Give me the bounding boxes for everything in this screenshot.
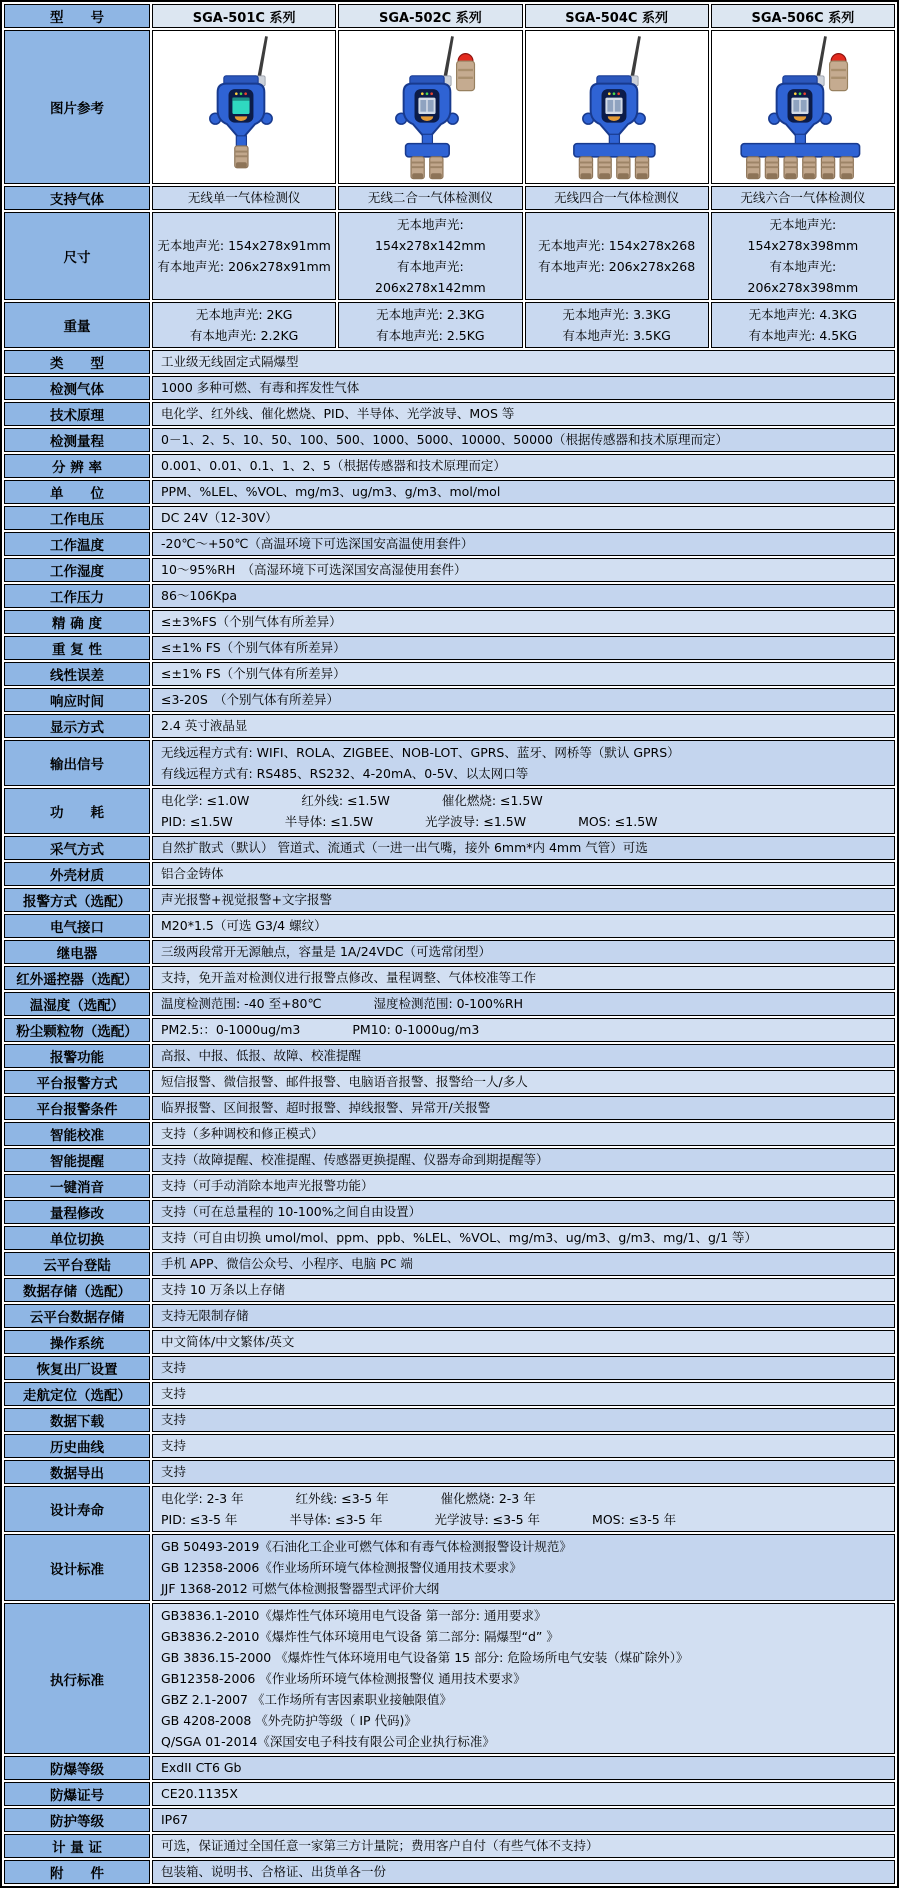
cell-line: 无本地声光: 3.3KG [562,307,671,322]
value-segment: PID: ≤3-5 年 [161,1512,238,1527]
value-segment: 红外线: ≤3-5 年 [295,1491,389,1506]
spec-label: 尺寸 [4,212,150,300]
spec-value [152,350,895,374]
cell-line: 有本地声光: 206x278x91mm [157,259,331,274]
spec-label: 历史曲线 [4,1434,150,1458]
value-line: 有线远程方式有: RS485、RS232、4-20mA、0-5V、以太网口等 [161,766,529,781]
value-line [161,1488,536,1509]
table-row [4,914,895,938]
spec-value [152,966,895,990]
spec-value [152,940,895,964]
spec-label: 型 号 [4,4,150,28]
spec-label: 显示方式 [4,714,150,738]
value-line: 支持（可在总量程的 10-100%之间自由设置） [161,1204,422,1219]
value-line [161,1509,676,1530]
table-row [4,636,895,660]
value-line: 无线远程方式有: WIFI、ROLA、ZIGBEE、NOB-LOT、GPRS、蓝牙、网桥等（默认 GPRS） [161,745,680,760]
spec-label: 智能校准 [4,1122,150,1146]
spec-value [152,1460,895,1484]
spec-value [152,1408,895,1432]
spec-label: 检测量程 [4,428,150,452]
spec-value [152,914,895,938]
value-line: ≤±1% FS（个别气体有所差异） [161,640,346,655]
spec-value [152,532,895,556]
spec-cell [525,212,709,300]
detector-1-sensor-icon [174,33,314,181]
spec-value [152,1330,895,1354]
cell-line: 有本地声光: 2.5KG [376,328,485,343]
spec-label: 量程修改 [4,1200,150,1224]
value-segment: 光学波导: ≤3-5 年 [434,1512,541,1527]
table-row [4,1408,895,1432]
cell-line: 无本地声光: 154x278x398mm [747,217,859,253]
table-row [4,4,895,28]
cell-line: 无本地声光: 2.3KG [376,307,485,322]
value-line: GB 50493-2019《石油化工企业可燃气体和有毒气体检测报警设计规范》 [161,1539,572,1554]
spec-value [152,1382,895,1406]
spec-label: 红外遥控器（选配） [4,966,150,990]
spec-label: 类 型 [4,350,150,374]
value-line: 10～95%RH （高湿环境下可选深国安高湿使用套件） [161,562,467,577]
table-row [4,584,895,608]
spec-label: 数据导出 [4,1460,150,1484]
table-row [4,1460,895,1484]
value-line: Q/SGA 01-2014《深国安电子科技有限公司企业执行标准》 [161,1734,495,1749]
value-line [161,1021,479,1039]
spec-label: 云平台数据存储 [4,1304,150,1328]
spec-cell [152,186,336,210]
model-header: SGA-502C 系列 [338,4,522,28]
value-line: GB3836.1-2010《爆炸性气体环境用电气设备 第一部分: 通用要求》 [161,1608,547,1623]
value-line: GB12358-2006 《作业场所环境气体检测报警仪 通用技术要求》 [161,1671,526,1686]
cell-line: 有本地声光: 3.5KG [562,328,671,343]
value-line: 支持（可自由切换 umol/mol、ppm、ppb、%LEL、%VOL、mg/m3、ug/m3、g/m3、mg/1、g/1 等） [161,1230,758,1245]
table-row [4,1174,895,1198]
value-line: M20*1.5（可选 G3/4 螺纹） [161,918,327,933]
value-segment: 光学波导: ≤1.5W [425,814,527,829]
cell-line: 无本地声光: 4.3KG [748,307,858,322]
value-line: 支持 [161,1438,187,1453]
value-line [161,790,543,811]
spec-value [152,1304,895,1328]
spec-label: 检测气体 [4,376,150,400]
spec-value [152,1603,895,1754]
value-line: GB 12358-2006《作业场所环境气体检测报警仪通用技术要求》 [161,1560,522,1575]
spec-label: 继电器 [4,940,150,964]
spec-cell [711,186,895,210]
table-row [4,688,895,712]
spec-label: 防爆等级 [4,1756,150,1780]
table-row [4,1278,895,1302]
table-row [4,186,895,210]
spec-label: 云平台登陆 [4,1252,150,1276]
spec-value [152,862,895,886]
spec-label: 操作系统 [4,1330,150,1354]
value-line: 支持 [161,1412,187,1427]
cell-line: 无线单一气体检测仪 [187,190,301,205]
cell-line: 有本地声光: 206x278x398mm [747,259,859,295]
spec-label: 数据存储（选配） [4,1278,150,1302]
value-segment: 催化燃烧: ≤1.5W [441,793,543,808]
spec-value [152,376,895,400]
cell-line: 无线四合一气体检测仪 [554,190,680,205]
product-image-cell [711,30,895,184]
spec-value [152,1834,895,1858]
spec-label: 防爆证号 [4,1782,150,1806]
product-image-cell [152,30,336,184]
value-segment: MOS: ≤1.5W [578,814,658,829]
value-line: 0－1、2、5、10、50、100、500、1000、5000、10000、50000（根据传感器和技术原理而定） [161,432,728,447]
spec-label: 报警方式（选配） [4,888,150,912]
spec-label: 计 量 证 [4,1834,150,1858]
model-header: SGA-506C 系列 [711,4,895,28]
spec-value [152,662,895,686]
value-segment: PM2.5:：0-1000ug/m3 [161,1022,301,1037]
value-line: DC 24V（12-30V） [161,510,278,525]
table-row [4,1434,895,1458]
spec-label: 采气方式 [4,836,150,860]
spec-label: 单位切换 [4,1226,150,1250]
spec-value [152,688,895,712]
spec-label: 智能提醒 [4,1148,150,1172]
table-row [4,940,895,964]
product-image-cell [338,30,522,184]
spec-label: 重 复 性 [4,636,150,660]
value-line: 支持 [161,1464,187,1479]
spec-label: 重量 [4,302,150,348]
value-line: 短信报警、微信报警、邮件报警、电脑语音报警、报警给一人/多人 [161,1074,528,1089]
value-line [161,995,523,1013]
table-row [4,558,895,582]
spec-label: 报警功能 [4,1044,150,1068]
value-line: 手机 APP、微信公众号、小程序、电脑 PC 端 [161,1256,413,1271]
spec-label: 一键消音 [4,1174,150,1198]
cell-line: 有本地声光: 206x278x142mm [375,259,486,295]
table-row [4,1356,895,1380]
spec-value [152,1044,895,1068]
table-row [4,1382,895,1406]
table-row [4,714,895,738]
table-row [4,1252,895,1276]
spec-label: 支持气体 [4,186,150,210]
table-row [4,1018,895,1042]
value-line: GB 4208-2008 《外壳防护等级（ IP 代码)》 [161,1713,417,1728]
value-line: 支持无限制存储 [161,1308,249,1323]
table-row [4,1070,895,1094]
spec-value [152,1356,895,1380]
spec-label: 响应时间 [4,688,150,712]
spec-value [152,788,895,834]
value-line: 1000 多种可燃、有毒和挥发性气体 [161,380,360,395]
spec-value [152,1226,895,1250]
table-row [4,1330,895,1354]
value-line: 临界报警、区间报警、超时报警、掉线报警、异常开/关报警 [161,1100,491,1115]
spec-value [152,1782,895,1806]
cell-line: 无线六合一气体检测仪 [740,190,866,205]
spec-value [152,714,895,738]
spec-label: 技术原理 [4,402,150,426]
spec-cell [338,212,522,300]
value-line: 支持（可手动消除本地声光报警功能） [161,1178,374,1193]
table-row [4,966,895,990]
value-line: IP67 [161,1812,189,1827]
table-row [4,1782,895,1806]
spec-value [152,1018,895,1042]
spec-label: 设计寿命 [4,1486,150,1532]
spec-cell [152,302,336,348]
spec-value [152,480,895,504]
value-line: 三级两段常开无源触点，容量是 1A/24VDC（可选常闭型） [161,944,491,959]
spec-value [152,1148,895,1172]
table-row [4,610,895,634]
table-row [4,1148,895,1172]
cell-line: 无本地声光: 154x278x268 [538,238,696,253]
spec-label: 线性误差 [4,662,150,686]
table-row [4,1122,895,1146]
spec-value [152,1860,895,1884]
spec-value [152,636,895,660]
table-row [4,532,895,556]
table-row [4,302,895,348]
spec-label: 分 辨 率 [4,454,150,478]
spec-label: 恢复出厂设置 [4,1356,150,1380]
spec-cell [711,302,895,348]
spec-value [152,1534,895,1601]
spec-label: 工作压力 [4,584,150,608]
table-row [4,480,895,504]
table-row [4,1834,895,1858]
value-line: 声光报警+视觉报警+文字报警 [161,892,332,907]
table-row [4,1756,895,1780]
table-row [4,1200,895,1224]
value-segment: 温度检测范围: -40 至+80℃ [161,996,322,1011]
table-row [4,30,895,184]
spec-value [152,1122,895,1146]
detector-4-sensor-icon [547,33,687,181]
value-line: GBZ 2.1-2007 《工作场所有害因素职业接触限值》 [161,1692,452,1707]
spec-label: 功 耗 [4,788,150,834]
value-line: ExdII CT6 Gb [161,1760,242,1775]
spec-label: 精 确 度 [4,610,150,634]
cell-line: 有本地声光: 4.5KG [748,328,858,343]
spec-value [152,740,895,786]
spec-label: 平台报警条件 [4,1096,150,1120]
spec-label: 温湿度（选配） [4,992,150,1016]
value-line: GB3836.2-2010《爆炸性气体环境用电气设备 第二部分: 隔爆型“d” 》 [161,1629,559,1644]
value-line: 高报、中报、低报、故障、校准提醒 [161,1048,362,1063]
table-row [4,402,895,426]
value-segment: MOS: ≤3-5 年 [592,1512,677,1527]
table-row [4,1486,895,1532]
value-line: 中文简体/中文繁体/英文 [161,1334,295,1349]
spec-value [152,992,895,1016]
spec-label: 工作湿度 [4,558,150,582]
value-line: GB 3836.15-2000 《爆炸性气体环境用电气设备第 15 部分: 危险场所电气安装（煤矿除外）》 [161,1650,689,1665]
spec-value [152,584,895,608]
product-image-cell [525,30,709,184]
cell-line: 无本地声光: 154x278x91mm [157,238,331,253]
spec-label: 图片参考 [4,30,150,184]
value-segment: 催化燃烧: 2-3 年 [440,1491,536,1506]
spec-value [152,1486,895,1532]
value-line: 支持（多种调校和修正模式） [161,1126,324,1141]
table-row [4,1226,895,1250]
detector-2-sensor-icon [360,33,500,181]
table-row [4,376,895,400]
value-line: PPM、%LEL、%VOL、mg/m3、ug/m3、g/m3、mol/mol [161,484,501,499]
value-line: 自然扩散式（默认） 管道式、流通式（一进一出气嘴，接外 6mm*内 4mm 气管）可选 [161,840,648,855]
spec-value [152,1200,895,1224]
table-row [4,506,895,530]
value-line: 支持 10 万条以上存储 [161,1282,285,1297]
table-row [4,1044,895,1068]
spec-label: 附 件 [4,1860,150,1884]
spec-value [152,1808,895,1832]
spec-value [152,888,895,912]
table-row [4,1603,895,1754]
table-row [4,1096,895,1120]
table-row [4,212,895,300]
table-row [4,862,895,886]
value-line: JJF 1368-2012 可燃气体检测报警器型式评价大纲 [161,1581,440,1596]
cell-line: 有本地声光: 2.2KG [189,328,299,343]
spec-label: 粉尘颗粒物（选配） [4,1018,150,1042]
value-line: 可选，保证通过全国任意一家第三方计量院；费用客户自付（有些气体不支持） [161,1838,599,1853]
cell-line: 无线二合一气体检测仪 [367,190,493,205]
spec-label: 走航定位（选配） [4,1382,150,1406]
spec-value [152,836,895,860]
value-segment: 湿度检测范围: 0-100%RH [373,996,523,1011]
value-line: 0.001、0.01、0.1、1、2、5（根据传感器和技术原理而定） [161,458,506,473]
value-line: 支持（故障提醒、校准提醒、传感器更换提醒、仪器寿命到期提醒等） [161,1152,549,1167]
table-row [4,454,895,478]
value-segment: PID: ≤1.5W [161,814,233,829]
cell-line: 有本地声光: 206x278x268 [538,259,696,274]
value-line: 支持，免开盖对检测仪进行报警点修改、量程调整、气体校准等工作 [161,970,537,985]
spec-label: 执行标准 [4,1603,150,1754]
table-row [4,1534,895,1601]
spec-label: 数据下载 [4,1408,150,1432]
model-header: SGA-504C 系列 [525,4,709,28]
spec-value [152,1278,895,1302]
spec-cell [525,186,709,210]
table-row [4,740,895,786]
spec-value [152,402,895,426]
value-segment: 电化学: ≤1.0W [161,793,250,808]
value-segment: 半导体: ≤1.5W [284,814,374,829]
value-line: -20℃～+50℃（高温环境下可选深国安高温使用套件） [161,536,474,551]
spec-value [152,610,895,634]
value-line: 工业级无线固定式隔爆型 [161,354,299,369]
value-segment: PM10: 0-1000ug/m3 [352,1022,480,1037]
value-line: ≤±1% FS（个别气体有所差异） [161,666,346,681]
model-header: SGA-501C 系列 [152,4,336,28]
table-row [4,662,895,686]
spec-cell [711,212,895,300]
spec-cell [152,212,336,300]
spec-value [152,1434,895,1458]
spec-label: 外壳材质 [4,862,150,886]
cell-line: 无本地声光: 154x278x142mm [375,217,486,253]
spec-cell [338,186,522,210]
value-line: 铝合金铸体 [161,866,224,881]
spec-value [152,558,895,582]
table-row [4,428,895,452]
table-row [4,1860,895,1884]
spec-label: 工作电压 [4,506,150,530]
spec-value [152,1174,895,1198]
spec-value [152,1070,895,1094]
value-line: 支持 [161,1360,187,1375]
spec-cell [525,302,709,348]
table-row [4,888,895,912]
value-line: 包装箱、说明书、合格证、出货单各一份 [161,1864,387,1879]
spec-value [152,1096,895,1120]
table-row [4,350,895,374]
spec-value [152,506,895,530]
spec-value [152,454,895,478]
value-line: ≤±3%FS（个别气体有所差异） [161,614,342,629]
spec-cell [338,302,522,348]
value-line: 86～106Kpa [161,588,238,603]
value-line: CE20.1135X [161,1786,238,1801]
value-segment: 红外线: ≤1.5W [301,793,390,808]
value-line: ≤3-20S （个别气体有所差异） [161,692,340,707]
table-row [4,992,895,1016]
cell-line: 无本地声光: 2KG [195,307,293,322]
spec-label: 设计标准 [4,1534,150,1601]
value-segment: 半导体: ≤3-5 年 [289,1512,383,1527]
value-line: 2.4 英寸液晶显 [161,718,248,733]
table-row [4,1808,895,1832]
value-line: 支持 [161,1386,187,1401]
detector-6-sensor-icon [733,33,873,181]
spec-label: 单 位 [4,480,150,504]
value-line [161,811,658,832]
spec-label: 电气接口 [4,914,150,938]
value-line: 电化学、红外线、催化燃烧、PID、半导体、光学波导、MOS 等 [161,406,515,421]
spec-label: 防护等级 [4,1808,150,1832]
table-row [4,836,895,860]
spec-value [152,1756,895,1780]
value-segment: 电化学: 2-3 年 [161,1491,244,1506]
spec-label: 平台报警方式 [4,1070,150,1094]
spec-label: 输出信号 [4,740,150,786]
spec-label: 工作温度 [4,532,150,556]
spec-value [152,428,895,452]
table-row [4,788,895,834]
table-row [4,1304,895,1328]
spec-value [152,1252,895,1276]
